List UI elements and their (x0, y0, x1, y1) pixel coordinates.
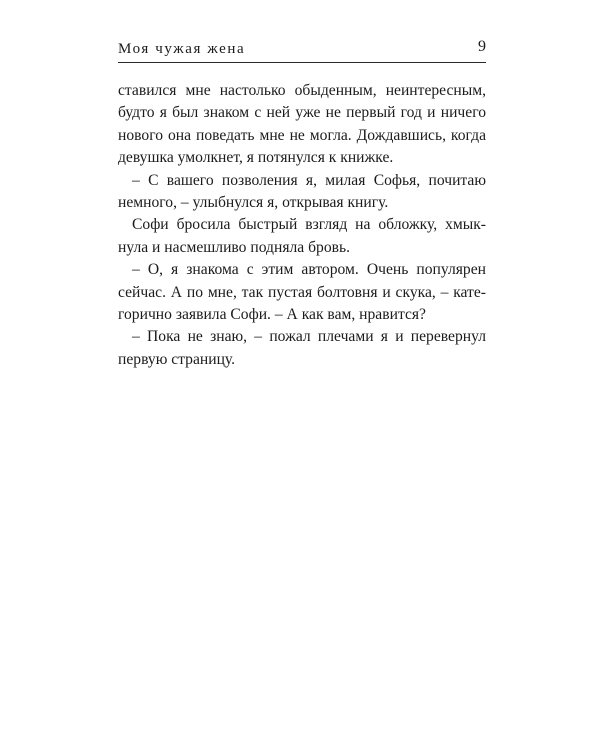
text-line: немного, – улыбнулся я, открывая книгу. (118, 193, 389, 211)
text-line: девушка умолкнет, я потянулся к книжке. (118, 149, 394, 167)
page-number: 9 (478, 38, 486, 55)
text-line: горично заявила Софи. – А как вам, нравится? (118, 305, 426, 323)
text-line: ставился мне настолько обыденным, неинтересным, (118, 82, 486, 99)
text-line: первую страницу. (118, 350, 236, 368)
text-line: Софи бросила быстрый взгляд на обложку, хмык- (132, 216, 486, 234)
body-text (118, 80, 486, 371)
text-line: – О, я знакома с этим автором. Очень популярен (132, 261, 486, 279)
header-rule (118, 62, 486, 63)
text-line: будто я был знаком с ней уже не первый год и ничего (118, 104, 486, 122)
text-line: – Пока не знаю, – пожал плечами я и перевернул (132, 328, 486, 346)
text-line: сейчас. А по мне, так пустая болтовня и скука, – кате- (118, 283, 486, 301)
text-line: нула и насмешливо подняла бровь. (118, 238, 351, 256)
running-header (118, 36, 486, 62)
text-line: – С вашего позволения я, милая Софья, почитаю (132, 171, 486, 189)
running-title: Моя чужая жена (118, 41, 246, 57)
text-line: нового она поведать мне не могла. Дождавшись, когда (118, 126, 486, 144)
